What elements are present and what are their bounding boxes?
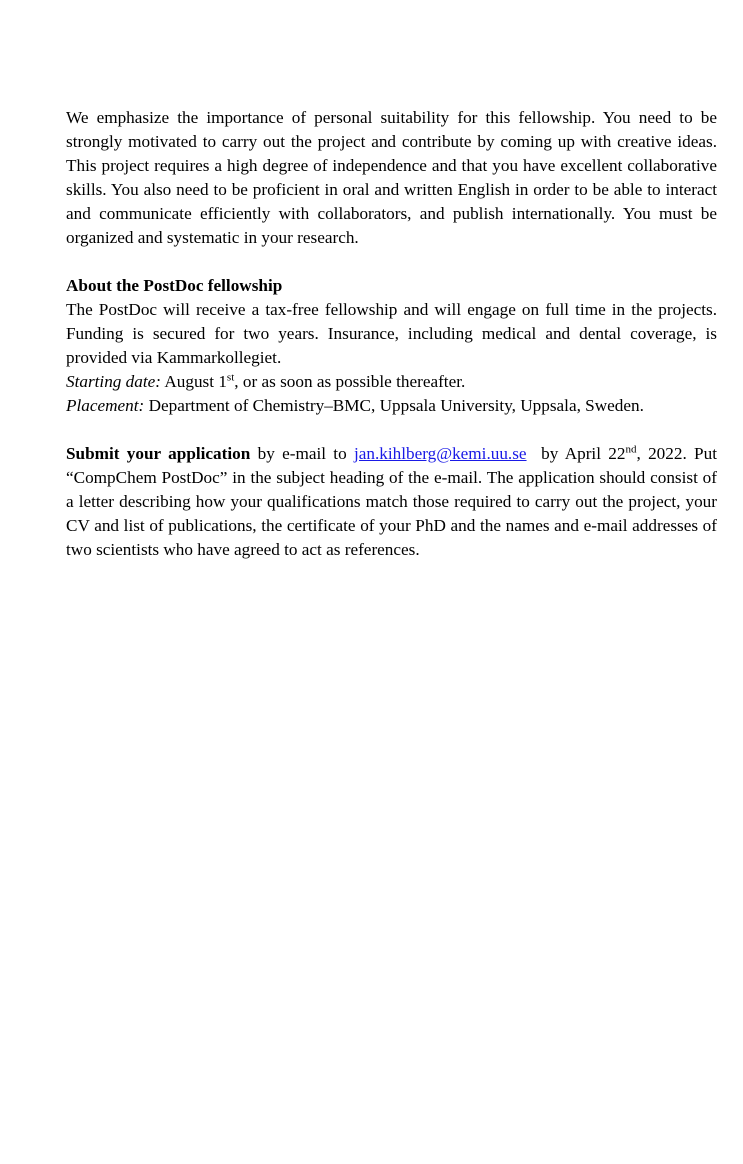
placement-line [66,394,717,418]
paragraph-spacer [66,418,717,442]
fellowship-paragraph: The PostDoc will receive a tax-free fellowship and will engage on full time in the projects. Funding is secured for two years. Insurance, including medical and dental coverage, is provided via Kammarkollegiet. [66,300,717,367]
application-lead: Submit your application [66,444,251,463]
document-body [66,106,717,562]
fellowship-heading: About the PostDoc fellowship [66,276,283,295]
starting-date-line [66,370,717,394]
application-via: by e-mail to [250,444,354,463]
application-paragraph [66,442,717,562]
placement-value: Department of Chemistry–BMC, Uppsala University, Uppsala, Sweden. [144,396,644,415]
starting-date-label: Starting date: [66,372,162,391]
deadline-ordinal: nd [625,443,637,456]
application-deadline: by April 22 [526,444,626,463]
starting-date-ordinal: st [226,371,235,384]
paragraph-spacer [66,250,717,274]
placement-label: Placement: [66,396,145,415]
email-link[interactable]: jan.kihlberg@kemi.uu.se [353,444,527,463]
application-instructions: , 2022. Put “CompChem PostDoc” in the subject heading of the e-mail. The application should consist of a letter describing how your qualifications match those required to carry out the project, your CV and list of publications, the certificate of your PhD and the names and e-mail addresses of two scientists who have agreed to act as references. [66,444,717,559]
starting-date-value: August 1 [161,372,227,391]
starting-date-rest: , or as soon as possible thereafter. [234,372,466,391]
suitability-paragraph: We emphasize the importance of personal suitability for this fellowship. You need to be strongly motivated to carry out the project and contribute by coming up with creative ideas. This project requires a high degree of independence and that you have excellent collaborative skills. You also need to be proficient in oral and written English in order to be able to interact and communicate efficiently with collaborators, and publish internationally. You must be organized and systematic in your research. [66,108,717,247]
